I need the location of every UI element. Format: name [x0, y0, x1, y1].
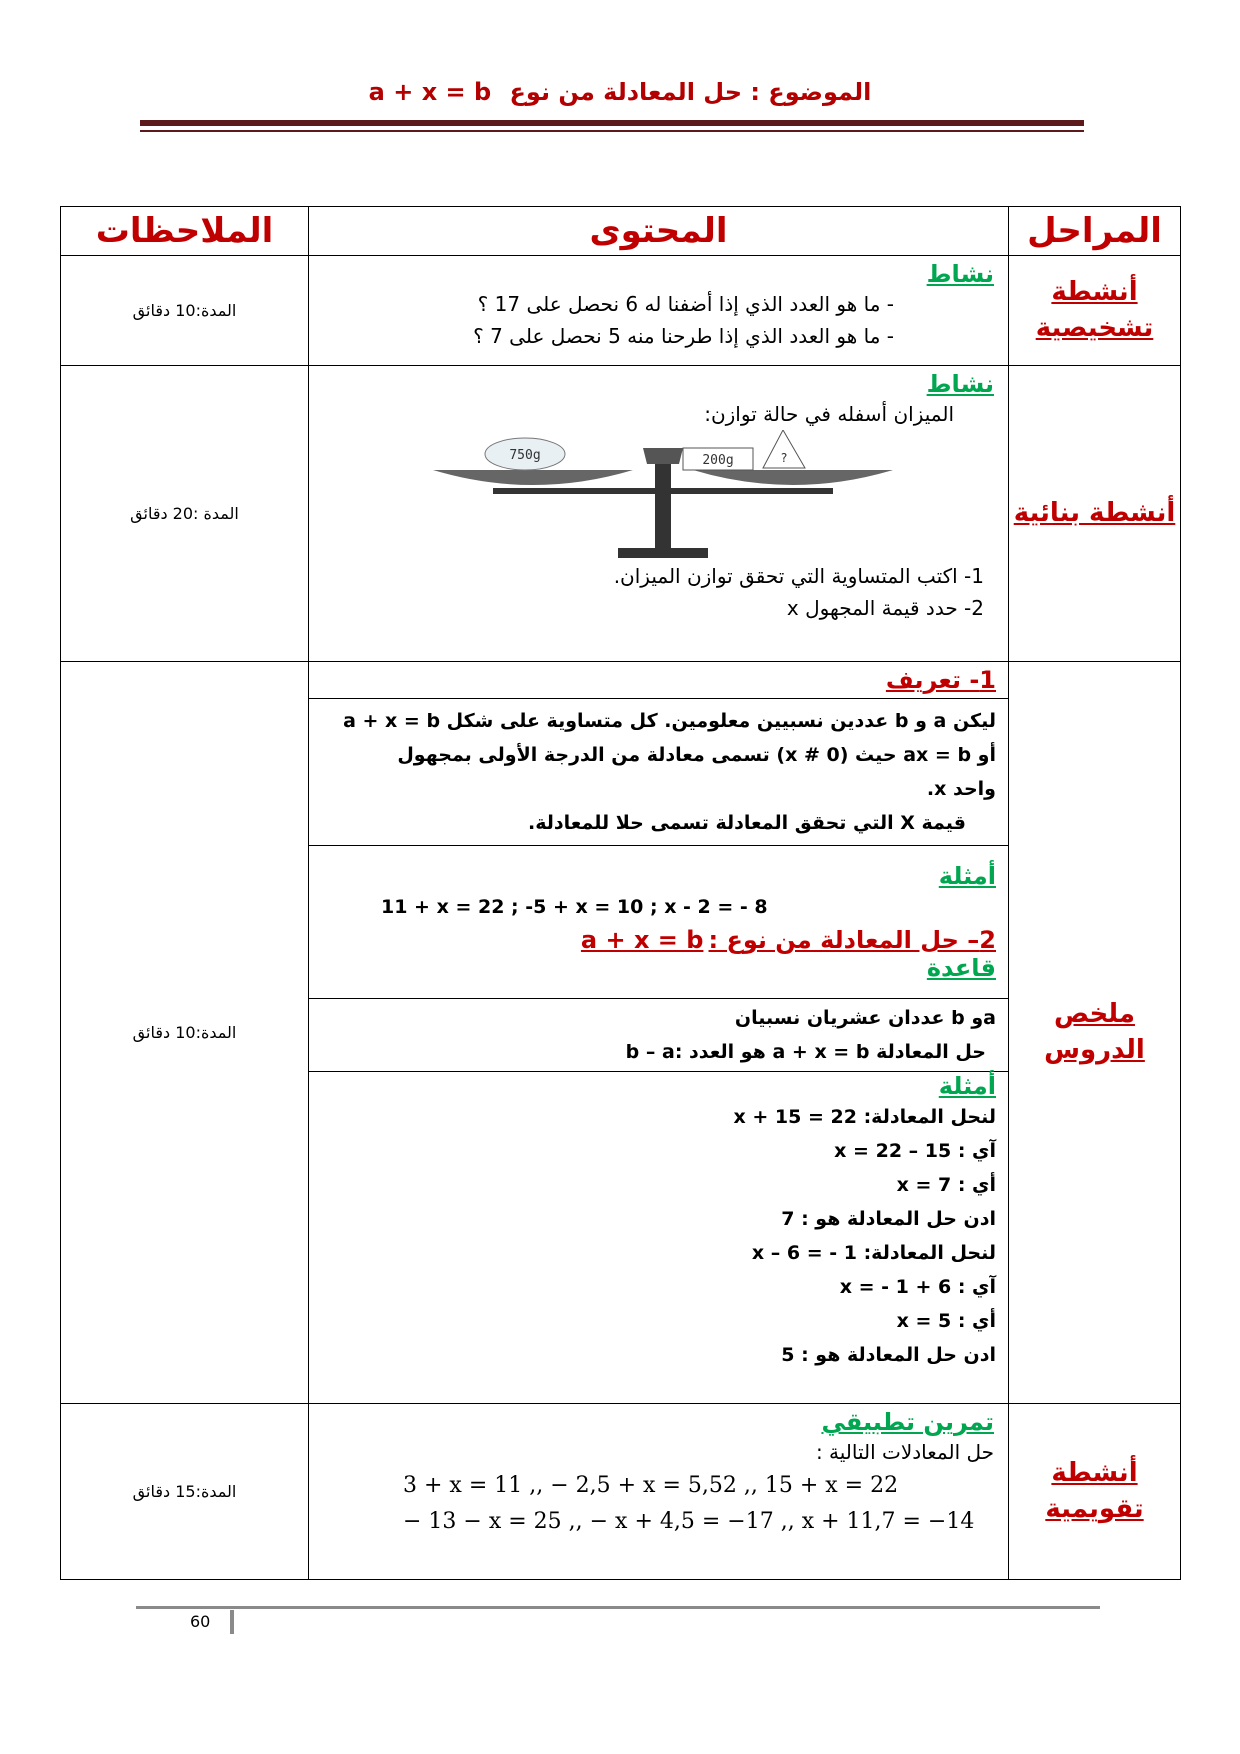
section-2-title: 2– حل المعادلة من نوع :: [708, 926, 996, 954]
examples-2-heading: أمثلة: [938, 1072, 996, 1100]
summary-stage: ملخص الدروس: [1009, 662, 1181, 1404]
row-summary: [61, 662, 1181, 1404]
diag-note: المدة:10 دقائق: [61, 256, 309, 366]
unknown-weight-label: ?: [780, 451, 788, 465]
eval-equations-2: − 13 − x = 25 ,, − x + 4,5 = −17 ,, x + 11,7 = −14: [403, 1509, 975, 1534]
summary-content: [309, 662, 1009, 1404]
example-line-2: آي : 15 – 22 = x: [834, 1140, 996, 1162]
definition-line-3: واحد x.: [926, 778, 996, 800]
build-content: [309, 366, 1009, 662]
footer-divider: [230, 1610, 234, 1634]
definition-heading: 1- تعريف: [885, 666, 996, 694]
title-rule-thin: [140, 130, 1084, 132]
diag-heading: نشاط: [926, 260, 994, 288]
balance-figure: [323, 430, 994, 560]
diag-line-2: - ما هو العدد الذي إذا طرحنا منه 5 نحصل على 7 ؟: [473, 324, 894, 348]
example-line-3: أي : 7 = x: [896, 1174, 996, 1196]
eval-content: [309, 1404, 1009, 1580]
example-line-1: لنحل المعادلة: 22 = 15 + x: [733, 1106, 996, 1128]
definition-line-2: أو ax = b حيث (x # 0) تسمى معادلة من الدرجة الأولى بمجهول: [397, 744, 996, 766]
page-title: [0, 78, 1240, 106]
page-number: 60: [190, 1612, 211, 1631]
balance-scale-icon: [433, 430, 893, 560]
eval-equations-1: 3 + x = 11 ,, − 2,5 + x = 5,52 ,, 15 + x = 22: [403, 1473, 899, 1498]
lesson-table: [60, 206, 1181, 1580]
build-heading: نشاط: [926, 370, 994, 398]
build-note: المدة :20 دقائق: [61, 366, 309, 662]
build-intro: الميزان أسفله في حالة توازن:: [704, 402, 954, 426]
diag-line-1: - ما هو العدد الذي إذا أضفنا له 6 نحصل على 17 ؟: [477, 292, 894, 316]
build-stage: أنشطة بنائية: [1009, 366, 1181, 662]
rule-line-1: aو b عددان عشريان نسبيان: [734, 1007, 996, 1029]
diag-content: [309, 256, 1009, 366]
definition-line-1: ليكن a و b عددين نسبيين معلومين. كل متساوية على شكل a + x = b: [343, 710, 996, 732]
row-diagnostic: [61, 256, 1181, 366]
title-rule: [140, 120, 1084, 126]
footer-rule: [136, 1606, 1100, 1609]
rule-line-2: حل المعادلة a + x = b هو العدد :b – a: [625, 1041, 986, 1063]
eval-stage: أنشطة تقويمية: [1009, 1404, 1181, 1580]
example-line-8: ادن حل المعادلة هو : 5: [781, 1344, 996, 1366]
header-content: المحتوى: [309, 207, 1009, 256]
build-question-2: 2- حدد قيمة المجهول x: [786, 596, 984, 620]
rule-heading: قاعدة: [926, 954, 996, 982]
title-formula: a + x = b: [368, 78, 492, 106]
row-evaluation: [61, 1404, 1181, 1580]
eval-heading: تمرين تطبيقي: [821, 1408, 994, 1436]
example-line-6: آي : 6 + 1 - = x: [839, 1276, 996, 1298]
weight-left-label: 750g: [509, 448, 541, 463]
eval-note: المدة:15 دقائق: [61, 1404, 309, 1580]
summary-note: المدة:10 دقائق: [61, 662, 309, 1404]
header-row: [61, 207, 1181, 256]
summary-blocks: [309, 662, 1008, 1402]
examples-heading: أمثلة: [938, 862, 996, 890]
example-line-7: أي : 5 = x: [896, 1310, 996, 1332]
diag-stage: أنشطة تشخيصية: [1009, 256, 1181, 366]
section-2-formula: a + x = b: [580, 926, 704, 954]
weight-right-label: 200g: [702, 453, 734, 468]
row-building: [61, 366, 1181, 662]
examples-line: 11 + x = 22 ; -5 + x = 10 ; x - 2 = - 8: [381, 896, 768, 918]
example-line-4: ادن حل المعادلة هو : 7: [781, 1208, 996, 1230]
eval-intro: حل المعادلات التالية :: [815, 1440, 994, 1464]
build-question-1: 1- اكتب المتساوية التي تحقق توازن الميزان.: [613, 564, 984, 588]
header-stages: المراحل: [1009, 207, 1181, 256]
header-notes: الملاحظات: [61, 207, 309, 256]
example-line-5: لنحل المعادلة: 1 - = 6 – x: [751, 1242, 996, 1264]
definition-line-4: قيمة X التي تحقق المعادلة تسمى حلا للمعادلة.: [528, 812, 966, 834]
section-2-heading: [321, 926, 996, 954]
title-text: الموضوع : حل المعادلة من نوع: [509, 78, 872, 106]
